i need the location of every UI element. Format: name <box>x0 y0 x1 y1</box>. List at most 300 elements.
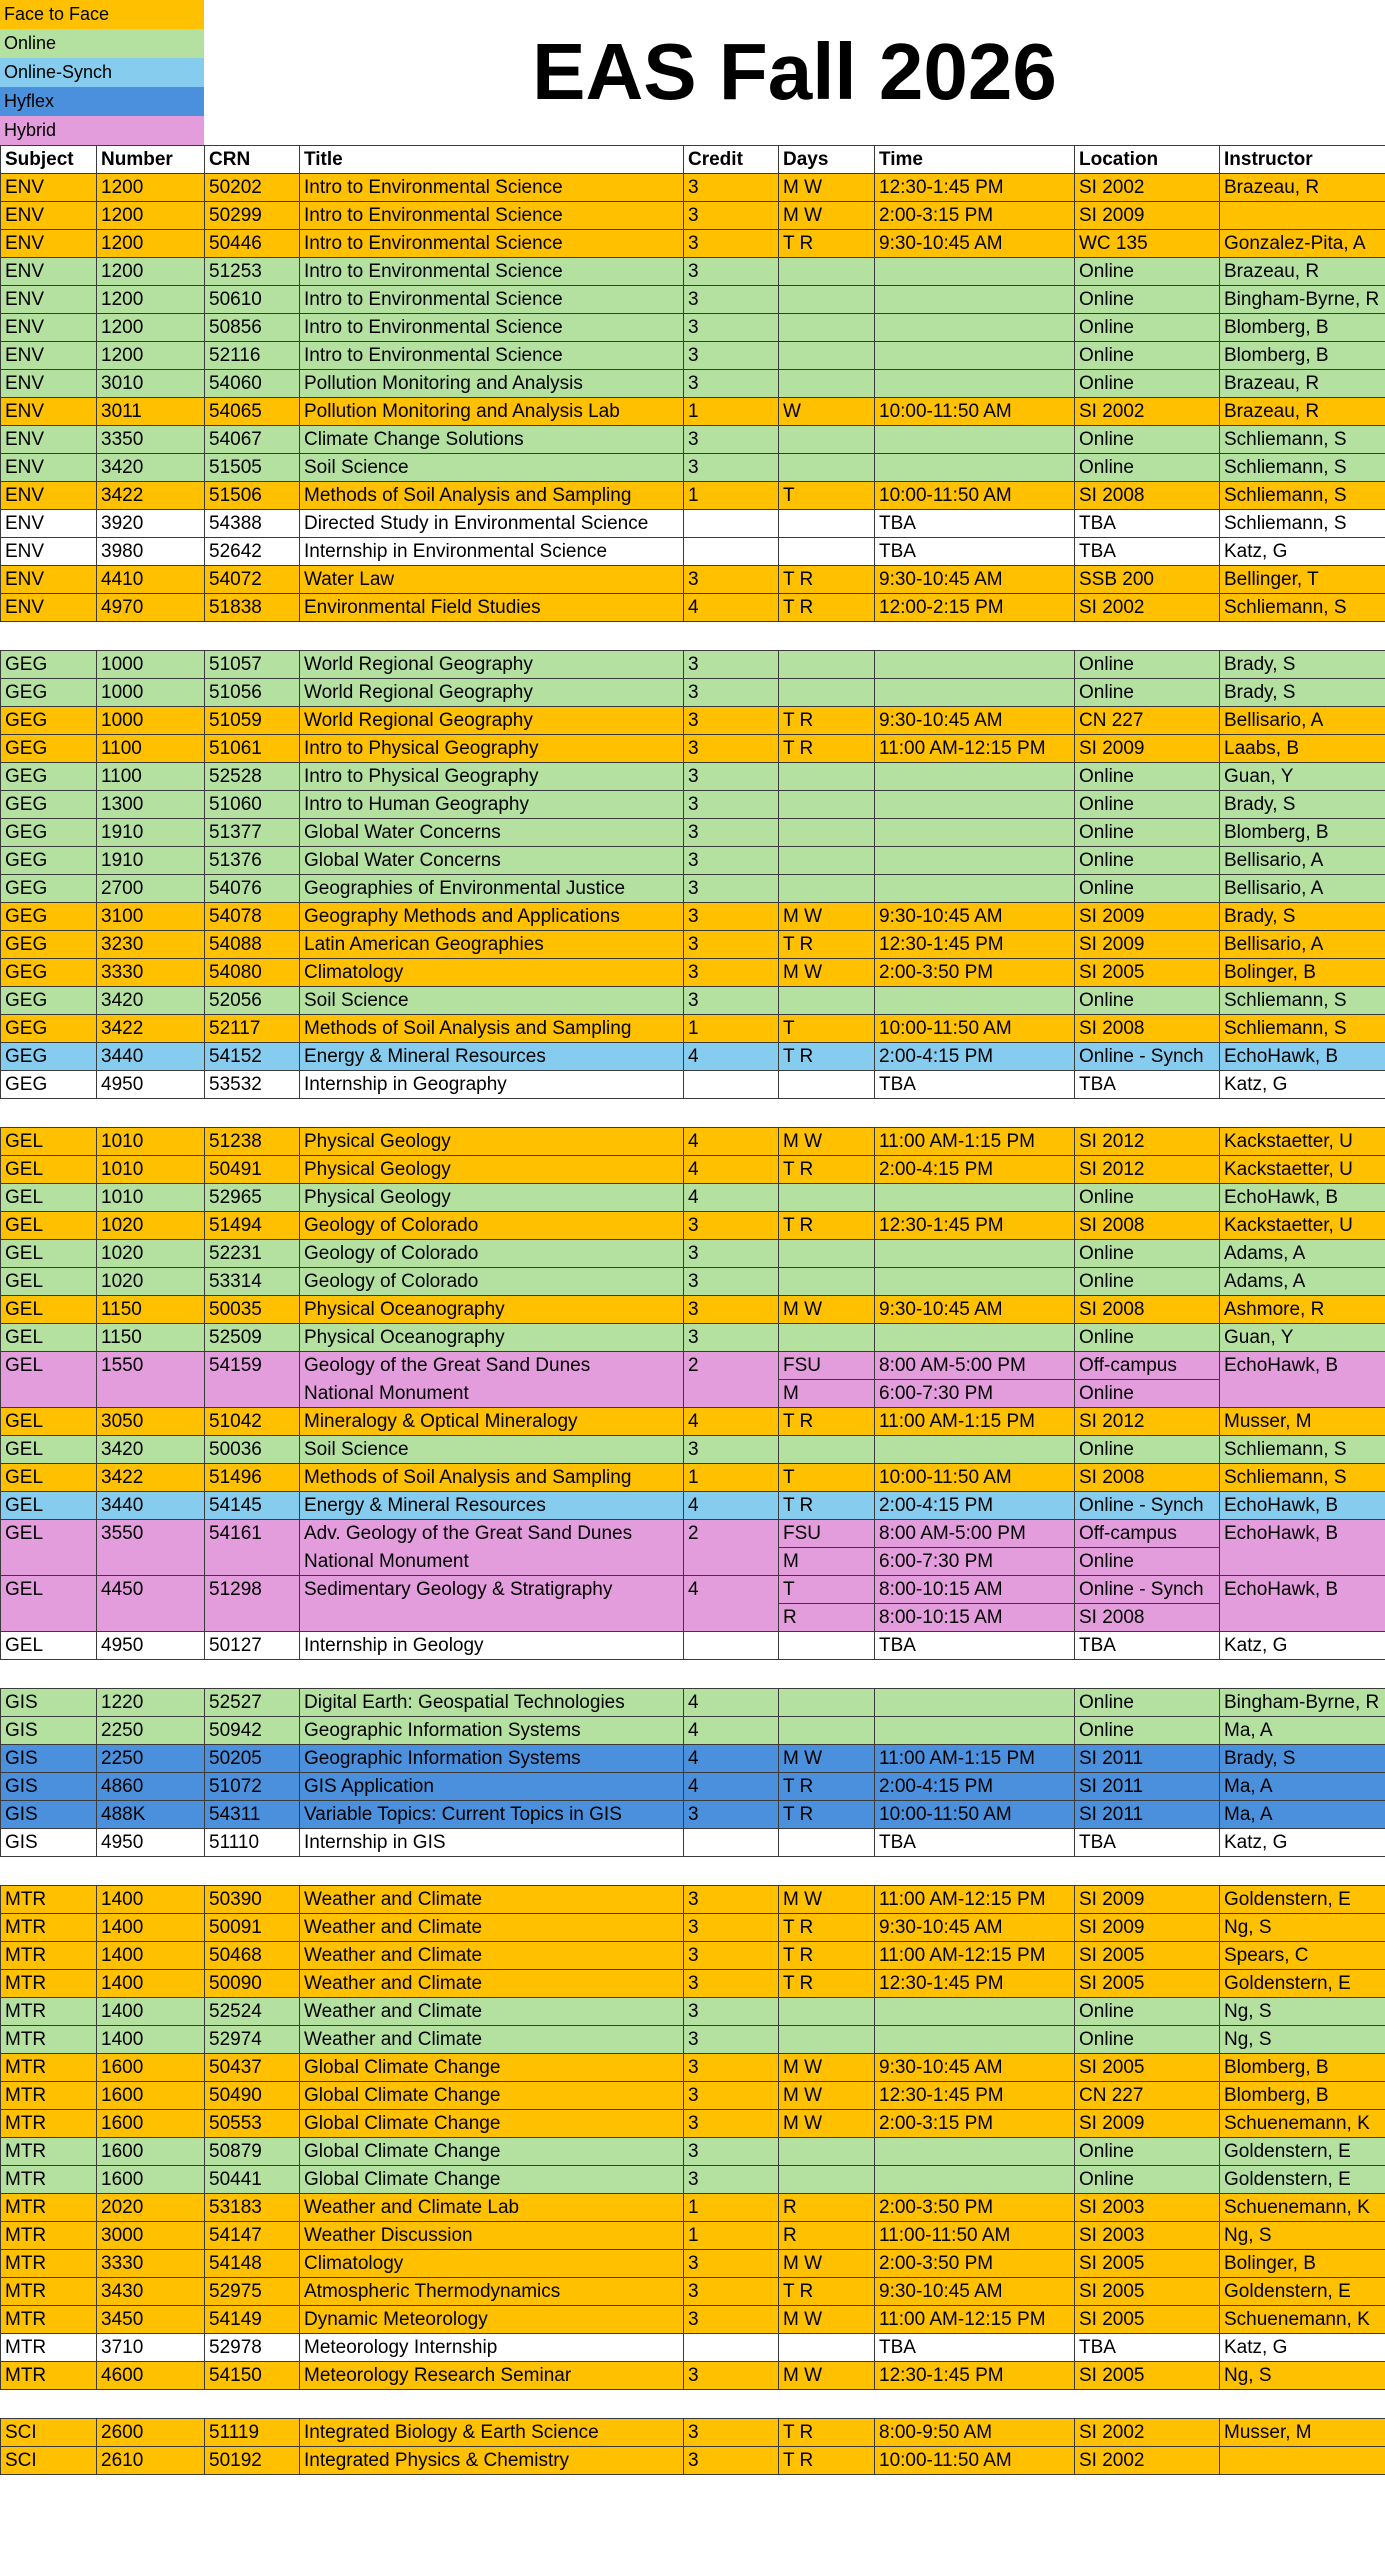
table-row <box>1 342 1385 370</box>
cell-instructor: Schliemann, S <box>1220 987 1385 1015</box>
cell-location: SI 2005 <box>1075 2278 1220 2306</box>
cell-number: 3980 <box>97 538 205 566</box>
cell-time: TBA <box>875 1829 1075 1857</box>
cell-days: T R <box>779 931 875 959</box>
cell-location: SI 2005 <box>1075 1970 1220 1998</box>
cell-crn: 50879 <box>205 2138 300 2166</box>
cell-crn: 53183 <box>205 2194 300 2222</box>
cell-number: 3440 <box>97 1492 205 1520</box>
cell-credit: 2 <box>684 1520 779 1576</box>
cell-title: Intro to Physical Geography <box>300 735 684 763</box>
table-row <box>1 1689 1385 1717</box>
cell-credit <box>684 538 779 566</box>
cell-days: T R <box>779 1914 875 1942</box>
cell-title: Dynamic Meteorology <box>300 2306 684 2334</box>
header-row <box>1 146 1385 174</box>
cell-days: M W <box>779 1128 875 1156</box>
cell-credit: 3 <box>684 763 779 791</box>
spacer-cell <box>1 2390 1385 2419</box>
cell-days: R <box>779 2222 875 2250</box>
cell-title: Soil Science <box>300 454 684 482</box>
cell-days: T R <box>779 230 875 258</box>
cell-crn: 50437 <box>205 2054 300 2082</box>
cell-days <box>779 2166 875 2194</box>
cell-time <box>875 426 1075 454</box>
cell-title: Weather and Climate <box>300 2026 684 2054</box>
cell-days: FSU <box>779 1352 875 1380</box>
cell-days: R <box>779 2194 875 2222</box>
cell-subject: MTR <box>1 2138 97 2166</box>
cell-credit: 3 <box>684 454 779 482</box>
cell-title: Intro to Environmental Science <box>300 230 684 258</box>
cell-time: 12:30-1:45 PM <box>875 1970 1075 1998</box>
cell-subject: GEG <box>1 959 97 987</box>
table-row <box>1 426 1385 454</box>
cell-subject: ENV <box>1 454 97 482</box>
cell-crn: 51506 <box>205 482 300 510</box>
cell-title: Global Water Concerns <box>300 819 684 847</box>
cell-time: 10:00-11:50 AM <box>875 482 1075 510</box>
cell-days <box>779 763 875 791</box>
cell-days: T R <box>779 1212 875 1240</box>
cell-days: M W <box>779 959 875 987</box>
cell-time <box>875 679 1075 707</box>
cell-location: Online <box>1075 426 1220 454</box>
cell-instructor: Ma, A <box>1220 1801 1385 1829</box>
cell-title: Weather and Climate <box>300 1886 684 1914</box>
cell-crn: 50390 <box>205 1886 300 1914</box>
cell-days: M W <box>779 174 875 202</box>
cell-credit: 4 <box>684 1689 779 1717</box>
cell-subject: GEG <box>1 791 97 819</box>
cell-location: SI 2009 <box>1075 903 1220 931</box>
cell-time <box>875 847 1075 875</box>
cell-credit: 3 <box>684 2278 779 2306</box>
cell-subject: GIS <box>1 1689 97 1717</box>
cell-crn: 50127 <box>205 1632 300 1660</box>
cell-instructor: Schliemann, S <box>1220 426 1385 454</box>
table-row <box>1 2194 1385 2222</box>
cell-days <box>779 510 875 538</box>
cell-time: 10:00-11:50 AM <box>875 1015 1075 1043</box>
cell-subject: MTR <box>1 2278 97 2306</box>
cell-number: 1910 <box>97 847 205 875</box>
cell-credit: 1 <box>684 1015 779 1043</box>
section-spacer <box>1 1660 1385 1689</box>
cell-crn: 54080 <box>205 959 300 987</box>
cell-crn: 50192 <box>205 2447 300 2475</box>
cell-location: Online <box>1075 370 1220 398</box>
cell-location: SI 2009 <box>1075 1914 1220 1942</box>
cell-time: 2:00-3:15 PM <box>875 202 1075 230</box>
cell-title: Meteorology Internship <box>300 2334 684 2362</box>
cell-subject: MTR <box>1 2194 97 2222</box>
cell-time <box>875 1436 1075 1464</box>
cell-location: SI 2012 <box>1075 1128 1220 1156</box>
cell-number: 1150 <box>97 1296 205 1324</box>
cell-crn: 50090 <box>205 1970 300 1998</box>
table-row <box>1 1324 1385 1352</box>
cell-subject: GEL <box>1 1464 97 1492</box>
cell-crn: 51253 <box>205 258 300 286</box>
cell-crn: 54152 <box>205 1043 300 1071</box>
cell-crn: 54076 <box>205 875 300 903</box>
cell-days <box>779 342 875 370</box>
cell-credit: 1 <box>684 398 779 426</box>
cell-title: Mineralogy & Optical Mineralogy <box>300 1408 684 1436</box>
cell-number: 1400 <box>97 1886 205 1914</box>
table-row <box>1 2306 1385 2334</box>
cell-number: 2250 <box>97 1717 205 1745</box>
cell-instructor: Guan, Y <box>1220 763 1385 791</box>
cell-title: National Monument <box>300 1548 684 1576</box>
cell-time <box>875 1240 1075 1268</box>
cell-instructor: EchoHawk, B <box>1220 1576 1385 1632</box>
cell-location: SI 2002 <box>1075 2419 1220 2447</box>
cell-number: 1020 <box>97 1240 205 1268</box>
cell-time: 9:30-10:45 AM <box>875 1296 1075 1324</box>
cell-time: 10:00-11:50 AM <box>875 1464 1075 1492</box>
section-spacer <box>1 2390 1385 2419</box>
cell-location: SI 2003 <box>1075 2194 1220 2222</box>
cell-number: 4950 <box>97 1829 205 1857</box>
cell-number: 1100 <box>97 735 205 763</box>
cell-number: 488K <box>97 1801 205 1829</box>
cell-number: 4450 <box>97 1576 205 1632</box>
cell-crn: 54150 <box>205 2362 300 2390</box>
column-header-credit: Credit <box>684 146 779 174</box>
cell-credit: 3 <box>684 2054 779 2082</box>
cell-subject: GEG <box>1 903 97 931</box>
cell-number: 3420 <box>97 454 205 482</box>
cell-title: Internship in Geology <box>300 1632 684 1660</box>
cell-time: 11:00 AM-1:15 PM <box>875 1745 1075 1773</box>
cell-subject: MTR <box>1 2222 97 2250</box>
table-row <box>1 2026 1385 2054</box>
cell-location: Online <box>1075 1548 1220 1576</box>
cell-title: Latin American Geographies <box>300 931 684 959</box>
cell-title: Water Law <box>300 566 684 594</box>
cell-number: 3710 <box>97 2334 205 2362</box>
cell-instructor: Bellisario, A <box>1220 707 1385 735</box>
cell-title: Meteorology Research Seminar <box>300 2362 684 2390</box>
cell-title: Geology of the Great Sand Dunes <box>300 1352 684 1380</box>
cell-subject: ENV <box>1 370 97 398</box>
cell-credit: 3 <box>684 1801 779 1829</box>
cell-number: 3420 <box>97 1436 205 1464</box>
cell-credit: 3 <box>684 2082 779 2110</box>
spacer-cell <box>1 1099 1385 1128</box>
cell-instructor: Goldenstern, E <box>1220 2166 1385 2194</box>
cell-number: 3011 <box>97 398 205 426</box>
cell-location: SI 2008 <box>1075 1296 1220 1324</box>
cell-crn: 54088 <box>205 931 300 959</box>
cell-subject: ENV <box>1 426 97 454</box>
cell-subject: GEG <box>1 875 97 903</box>
cell-crn: 50035 <box>205 1296 300 1324</box>
cell-location: Online <box>1075 1324 1220 1352</box>
cell-title: Directed Study in Environmental Science <box>300 510 684 538</box>
cell-title: Adv. Geology of the Great Sand Dunes <box>300 1520 684 1548</box>
cell-time: TBA <box>875 510 1075 538</box>
cell-time: 12:30-1:45 PM <box>875 1212 1075 1240</box>
cell-time <box>875 1998 1075 2026</box>
table-row <box>1 1240 1385 1268</box>
cell-subject: ENV <box>1 510 97 538</box>
cell-title: Methods of Soil Analysis and Sampling <box>300 1464 684 1492</box>
table-row <box>1 1914 1385 1942</box>
cell-location: Online <box>1075 2026 1220 2054</box>
cell-days <box>779 1071 875 1099</box>
cell-credit: 3 <box>684 370 779 398</box>
cell-number: 3440 <box>97 1043 205 1071</box>
cell-time: 10:00-11:50 AM <box>875 398 1075 426</box>
cell-location: Online <box>1075 314 1220 342</box>
table-row <box>1 1408 1385 1436</box>
cell-instructor: Schuenemann, K <box>1220 2306 1385 2334</box>
cell-credit: 4 <box>684 1717 779 1745</box>
cell-location: Online <box>1075 454 1220 482</box>
cell-days: M W <box>779 2362 875 2390</box>
cell-days <box>779 875 875 903</box>
cell-location: SI 2012 <box>1075 1408 1220 1436</box>
cell-instructor: Blomberg, B <box>1220 342 1385 370</box>
cell-credit: 3 <box>684 1212 779 1240</box>
cell-title: Geology of Colorado <box>300 1212 684 1240</box>
cell-subject: GEG <box>1 931 97 959</box>
cell-days: T R <box>779 1773 875 1801</box>
cell-credit: 4 <box>684 1408 779 1436</box>
cell-instructor: Brazeau, R <box>1220 258 1385 286</box>
cell-instructor: Bolinger, B <box>1220 2250 1385 2278</box>
cell-crn: 54149 <box>205 2306 300 2334</box>
cell-instructor: Brady, S <box>1220 903 1385 931</box>
cell-time: TBA <box>875 1071 1075 1099</box>
cell-instructor: Schliemann, S <box>1220 482 1385 510</box>
cell-credit: 3 <box>684 931 779 959</box>
cell-subject: GEL <box>1 1632 97 1660</box>
cell-instructor: Brazeau, R <box>1220 370 1385 398</box>
cell-subject: MTR <box>1 2334 97 2362</box>
cell-subject: MTR <box>1 2362 97 2390</box>
cell-title: Internship in GIS <box>300 1829 684 1857</box>
cell-time: 12:30-1:45 PM <box>875 2362 1075 2390</box>
cell-days: T R <box>779 1970 875 1998</box>
table-row <box>1 538 1385 566</box>
cell-days <box>779 538 875 566</box>
cell-days: T R <box>779 2419 875 2447</box>
cell-time: 9:30-10:45 AM <box>875 2054 1075 2082</box>
cell-subject: ENV <box>1 482 97 510</box>
cell-crn: 52528 <box>205 763 300 791</box>
cell-title: Intro to Human Geography <box>300 791 684 819</box>
section-spacer <box>1 1099 1385 1128</box>
cell-crn: 52975 <box>205 2278 300 2306</box>
table-row <box>1 2362 1385 2390</box>
cell-location: SI 2008 <box>1075 1015 1220 1043</box>
cell-number: 1400 <box>97 1970 205 1998</box>
cell-days: M W <box>779 1745 875 1773</box>
cell-crn: 54161 <box>205 1520 300 1576</box>
cell-days <box>779 1324 875 1352</box>
cell-days: T R <box>779 1408 875 1436</box>
cell-time: 10:00-11:50 AM <box>875 1801 1075 1829</box>
cell-days: T R <box>779 735 875 763</box>
cell-number: 1020 <box>97 1268 205 1296</box>
cell-location: SI 2005 <box>1075 959 1220 987</box>
cell-location: Online <box>1075 819 1220 847</box>
cell-credit: 3 <box>684 2419 779 2447</box>
cell-number: 3450 <box>97 2306 205 2334</box>
cell-time <box>875 1268 1075 1296</box>
cell-title: Physical Geology <box>300 1184 684 1212</box>
cell-subject: GEG <box>1 819 97 847</box>
cell-title: Soil Science <box>300 987 684 1015</box>
cell-credit: 4 <box>684 594 779 622</box>
cell-subject: SCI <box>1 2447 97 2475</box>
cell-crn: 50036 <box>205 1436 300 1464</box>
cell-crn: 51298 <box>205 1576 300 1632</box>
table-row <box>1 2250 1385 2278</box>
cell-number: 1600 <box>97 2082 205 2110</box>
cell-crn: 52056 <box>205 987 300 1015</box>
cell-crn: 54388 <box>205 510 300 538</box>
table-row <box>1 1998 1385 2026</box>
cell-title: Energy & Mineral Resources <box>300 1043 684 1071</box>
cell-number: 3100 <box>97 903 205 931</box>
cell-subject: GEL <box>1 1156 97 1184</box>
cell-time: 8:00 AM-5:00 PM <box>875 1520 1075 1548</box>
cell-instructor: Bellisario, A <box>1220 847 1385 875</box>
cell-location: Online <box>1075 763 1220 791</box>
table-row <box>1 1436 1385 1464</box>
cell-title: Soil Science <box>300 1436 684 1464</box>
cell-instructor: Ng, S <box>1220 2362 1385 2390</box>
cell-subject: GEG <box>1 847 97 875</box>
cell-number: 3422 <box>97 1464 205 1492</box>
cell-days: T R <box>779 707 875 735</box>
cell-subject: GEL <box>1 1492 97 1520</box>
cell-credit: 1 <box>684 2222 779 2250</box>
cell-location: SI 2009 <box>1075 931 1220 959</box>
cell-time <box>875 2026 1075 2054</box>
cell-time <box>875 314 1075 342</box>
cell-days: T R <box>779 594 875 622</box>
cell-time: 12:30-1:45 PM <box>875 2082 1075 2110</box>
cell-subject: ENV <box>1 258 97 286</box>
table-row <box>1 763 1385 791</box>
cell-subject: GEL <box>1 1184 97 1212</box>
cell-subject: MTR <box>1 2082 97 2110</box>
cell-location: Online <box>1075 791 1220 819</box>
cell-days: M <box>779 1380 875 1408</box>
table-row <box>1 286 1385 314</box>
cell-credit <box>684 2334 779 2362</box>
cell-number: 4950 <box>97 1632 205 1660</box>
cell-days <box>779 314 875 342</box>
cell-days <box>779 1689 875 1717</box>
cell-credit: 4 <box>684 1128 779 1156</box>
cell-title: Methods of Soil Analysis and Sampling <box>300 482 684 510</box>
cell-title: Intro to Environmental Science <box>300 314 684 342</box>
cell-number: 1000 <box>97 651 205 679</box>
cell-instructor: EchoHawk, B <box>1220 1520 1385 1576</box>
cell-title: Weather Discussion <box>300 2222 684 2250</box>
cell-title: Intro to Environmental Science <box>300 286 684 314</box>
cell-time: 8:00-9:50 AM <box>875 2419 1075 2447</box>
cell-crn: 51056 <box>205 679 300 707</box>
cell-instructor: Brazeau, R <box>1220 174 1385 202</box>
cell-credit: 3 <box>684 847 779 875</box>
cell-time <box>875 370 1075 398</box>
cell-location: SI 2009 <box>1075 735 1220 763</box>
cell-instructor: Schliemann, S <box>1220 1436 1385 1464</box>
cell-location: Online - Synch <box>1075 1576 1220 1604</box>
table-row <box>1 2334 1385 2362</box>
cell-number: 1200 <box>97 230 205 258</box>
cell-time <box>875 791 1075 819</box>
cell-instructor: Goldenstern, E <box>1220 1970 1385 1998</box>
cell-location: SI 2008 <box>1075 1212 1220 1240</box>
cell-title: Integrated Physics & Chemistry <box>300 2447 684 2475</box>
table-row <box>1 1212 1385 1240</box>
cell-time: 11:00 AM-12:15 PM <box>875 735 1075 763</box>
cell-instructor: Ma, A <box>1220 1717 1385 1745</box>
cell-instructor: Ng, S <box>1220 2222 1385 2250</box>
cell-time: 12:30-1:45 PM <box>875 174 1075 202</box>
column-header-instructor: Instructor <box>1220 146 1385 174</box>
cell-crn: 51496 <box>205 1464 300 1492</box>
cell-title: Climatology <box>300 2250 684 2278</box>
cell-time: 9:30-10:45 AM <box>875 1914 1075 1942</box>
cell-time: 2:00-3:50 PM <box>875 959 1075 987</box>
cell-number: 1910 <box>97 819 205 847</box>
cell-subject: SCI <box>1 2419 97 2447</box>
table-row <box>1 2447 1385 2475</box>
cell-days: M W <box>779 2306 875 2334</box>
cell-days: T R <box>779 566 875 594</box>
cell-credit: 3 <box>684 202 779 230</box>
cell-days: M W <box>779 2054 875 2082</box>
cell-location: Online - Synch <box>1075 1492 1220 1520</box>
cell-instructor: Brazeau, R <box>1220 398 1385 426</box>
cell-title: Geography Methods and Applications <box>300 903 684 931</box>
cell-title: Physical Geology <box>300 1128 684 1156</box>
cell-credit: 3 <box>684 1324 779 1352</box>
cell-credit: 4 <box>684 1745 779 1773</box>
cell-title: Physical Oceanography <box>300 1324 684 1352</box>
cell-credit: 3 <box>684 1942 779 1970</box>
cell-crn: 50490 <box>205 2082 300 2110</box>
cell-credit: 3 <box>684 314 779 342</box>
cell-location: Online <box>1075 1436 1220 1464</box>
table-row <box>1 2222 1385 2250</box>
cell-time: 6:00-7:30 PM <box>875 1380 1075 1408</box>
cell-number: 1550 <box>97 1352 205 1408</box>
cell-title: Weather and Climate <box>300 1914 684 1942</box>
cell-location: SI 2003 <box>1075 2222 1220 2250</box>
cell-time: 2:00-4:15 PM <box>875 1043 1075 1071</box>
cell-title: Internship in Environmental Science <box>300 538 684 566</box>
cell-credit: 3 <box>684 1886 779 1914</box>
cell-credit: 3 <box>684 1436 779 1464</box>
cell-days: T R <box>779 1156 875 1184</box>
cell-days: W <box>779 398 875 426</box>
table-row <box>1 1576 1385 1604</box>
cell-subject: GEL <box>1 1576 97 1632</box>
cell-location: Off-campus <box>1075 1352 1220 1380</box>
cell-crn: 54078 <box>205 903 300 931</box>
